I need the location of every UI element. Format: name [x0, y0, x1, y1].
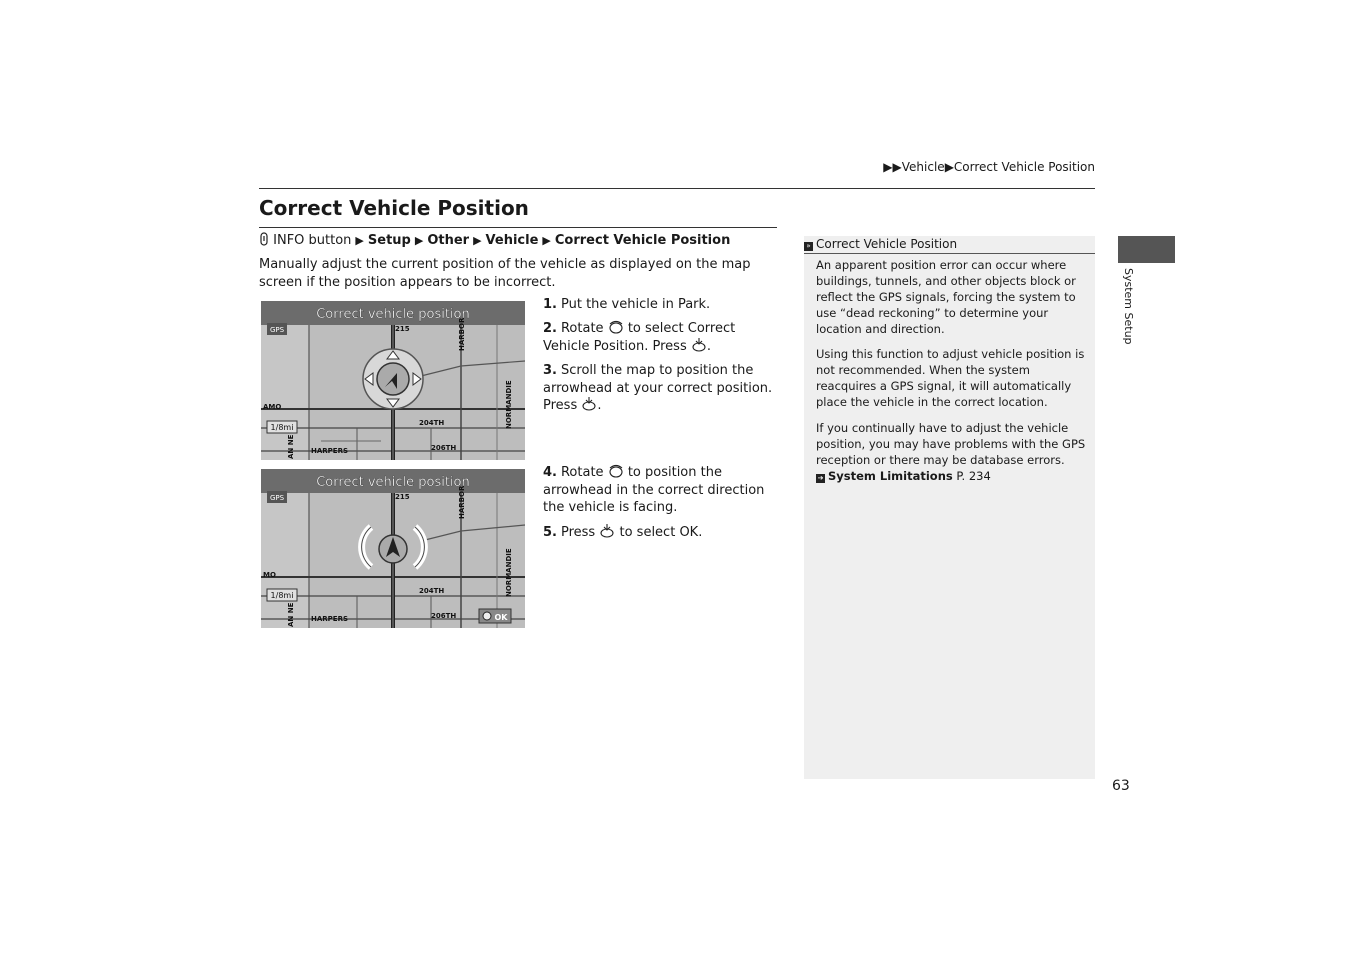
route-label: 215 [395, 325, 410, 333]
step-number: 2. [543, 321, 557, 336]
note-icon: » [804, 242, 813, 251]
info-button-icon [259, 232, 269, 246]
step-text: to select [619, 525, 676, 540]
menu-path-arrow: ▶ [355, 234, 364, 247]
sidebar-heading [804, 236, 1095, 253]
menu-path-arrow: ▶ [414, 234, 424, 247]
step-4 [543, 464, 783, 517]
step-text: to select [627, 321, 684, 336]
step-text: Rotate [560, 465, 604, 480]
step-2 [543, 320, 783, 355]
step-5 [543, 524, 783, 542]
breadcrumb [880, 160, 1095, 174]
sidebar-paragraph: An apparent position error can occur where buildings, tunnels, and other objects block or reflect the GPS signals, forcing the system to use “dead reckoning” to determine your location and direction. [816, 258, 1076, 336]
screen-banner: Correct vehicle position [316, 307, 470, 322]
street-label: AMO [263, 403, 282, 411]
menu-item-name: OK [679, 525, 699, 540]
reference-arrow-icon: ➔ [817, 474, 824, 482]
street-label: HARPERS [311, 447, 349, 455]
map-scale: 1/8mi [270, 423, 294, 432]
breadcrumb-section[interactable]: Vehicle [901, 160, 945, 174]
press-knob-icon [691, 338, 707, 352]
breadcrumb-separator: ▶ [944, 160, 954, 174]
intro-text: Manually adjust the current position of the vehicle as displayed on the map screen if the position appears to be incorrect. [259, 257, 751, 290]
header-divider [259, 188, 1095, 189]
sidebar-paragraph: Using this function to adjust vehicle position is not recommended. When the system reacquires a GPS signal, it will automatically place the vehicle in the correct location. [816, 347, 1085, 409]
step-number: 5. [543, 525, 557, 540]
step-text: Put the vehicle in Park. [560, 297, 711, 312]
map-scale: 1/8mi [270, 591, 294, 600]
link-page: P. 234 [956, 469, 991, 483]
ok-badge: OK [494, 613, 508, 622]
menu-path-correct-vehicle-position: Correct Vehicle Position [554, 233, 731, 248]
breadcrumb-arrows: ▶▶ [883, 160, 902, 174]
menu-path-start: INFO button [273, 233, 352, 248]
menu-path [259, 232, 730, 248]
menu-path-setup: Setup [367, 233, 411, 248]
step-text: . [706, 338, 712, 354]
street-label: AN NE [287, 602, 295, 627]
gps-badge: GPS [269, 326, 285, 334]
menu-path-arrow: ▶ [542, 234, 551, 247]
route-label: 215 [395, 493, 410, 501]
step-number: 3. [543, 363, 557, 378]
street-label: AN NE [287, 434, 295, 459]
step-text: Scroll the map to position the arrowhead at your correct position. Press [543, 363, 773, 413]
rotate-knob-icon [608, 464, 624, 478]
step-text: Rotate [560, 321, 604, 336]
title-divider [259, 227, 777, 228]
step-number: 1. [543, 297, 557, 312]
menu-item-name: Correct Vehicle Position [543, 321, 736, 354]
sidebar-divider [804, 253, 1095, 254]
nav-screen-rotate [261, 469, 525, 628]
step-text: to position the arrowhead in the correct direction the vehicle is facing. [543, 465, 765, 515]
street-label: MO [263, 571, 276, 579]
street-label: HARPERS [311, 615, 349, 623]
street-label: 204TH [419, 587, 445, 595]
section-tab-label: System Setup [1122, 268, 1135, 345]
page-number: 63 [1112, 778, 1130, 794]
menu-path-other: Other [427, 233, 470, 248]
nav-screen-scroll [261, 301, 525, 460]
step-1 [543, 296, 783, 314]
breadcrumb-current: Correct Vehicle Position [953, 160, 1095, 174]
step-text: . [698, 525, 703, 540]
gps-badge: GPS [269, 494, 285, 502]
sidebar-heading-text: Correct Vehicle Position [816, 237, 958, 251]
step-text: . [597, 398, 602, 413]
sidebar-paragraph: If you continually have to adjust the vehicle position, you may have problems with the GPS reception or there may be database errors. [816, 421, 1086, 467]
street-label: 206TH [431, 612, 457, 620]
press-knob-icon [581, 397, 597, 411]
street-label: NORMANDIE [505, 380, 513, 429]
press-knob-icon [599, 524, 615, 538]
system-limitations-link[interactable] [816, 468, 1086, 484]
menu-path-arrow: ▶ [473, 234, 482, 247]
step-text: . Press [644, 338, 687, 354]
screen-banner: Correct vehicle position [316, 475, 470, 490]
menu-path-vehicle: Vehicle [485, 233, 539, 248]
link-label[interactable]: System Limitations [828, 469, 953, 483]
street-label: 204TH [419, 419, 445, 427]
step-text: Press [560, 525, 596, 540]
street-label: NORMANDIE [505, 548, 513, 597]
street-label: 206TH [431, 444, 457, 452]
step-3 [543, 362, 783, 415]
page-title: Correct Vehicle Position [259, 196, 529, 220]
rotate-knob-icon [608, 320, 624, 334]
step-number: 4. [543, 465, 557, 480]
section-tab [1118, 236, 1175, 263]
street-label: HARBOR [458, 485, 466, 519]
street-label: HARBOR [458, 317, 466, 351]
